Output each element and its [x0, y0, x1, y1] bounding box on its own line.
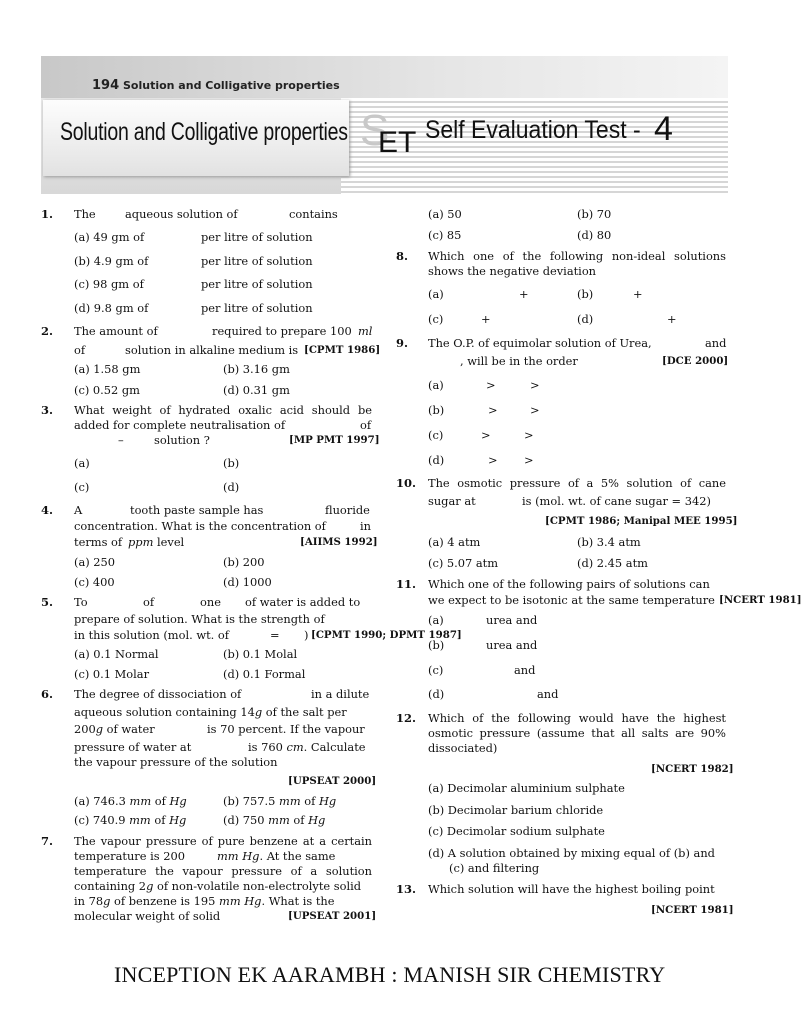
option-b: (b) 70 — [577, 207, 612, 221]
question-text: one — [200, 595, 221, 609]
text-run: is 760 — [248, 740, 283, 754]
option-d: (d) — [428, 453, 445, 467]
option-b: (b) Decimolar barium chloride — [428, 803, 604, 817]
question-text: – — [118, 433, 124, 447]
option-b: (b) — [428, 638, 445, 652]
option-b: (b) 200 — [223, 555, 265, 569]
option-c: (c) 85 — [428, 228, 462, 242]
unit: mm Hg — [217, 849, 260, 863]
question-text — [74, 879, 361, 894]
source-tag: [CPMT 1986; Manipal MEE 1995] — [545, 515, 738, 527]
option-a — [74, 794, 187, 809]
question-text — [248, 740, 366, 755]
option-a: (a) 4 atm — [428, 535, 481, 549]
question-number: 3. — [41, 403, 54, 417]
question-text: Which one of the following non-ideal solutions — [428, 249, 726, 263]
question-text: temperature is 200 — [74, 849, 185, 863]
question-text: ) — [304, 628, 309, 642]
question-number: 4. — [41, 503, 54, 517]
question-text: osmotic pressure (assume that all salts are 90% — [428, 726, 726, 740]
text-run: of — [304, 794, 316, 808]
question-text: ml — [358, 324, 373, 338]
question-text: = — [270, 628, 280, 642]
option-b: (b) 4.9 gm of — [74, 254, 149, 268]
order-sign: > — [481, 428, 491, 442]
option-c — [74, 813, 186, 828]
option-d-cont: (c) and filtering — [449, 861, 540, 875]
option-c-text: + — [481, 312, 491, 326]
unit: mm — [268, 813, 290, 827]
question-text: of — [74, 343, 86, 357]
question-text: in this solution (mol. wt. of — [74, 628, 229, 642]
source-tag: [UPSEAT 2001] — [288, 910, 377, 922]
question-text: contains — [289, 207, 338, 221]
option-c: (c) 400 — [74, 575, 115, 589]
option-c: (c) 5.07 atm — [428, 556, 499, 570]
question-text: tooth paste sample has — [130, 503, 264, 517]
option-b: (b) 3.4 atm — [577, 535, 641, 549]
option-a-text: urea and — [486, 613, 538, 627]
question-text — [217, 849, 335, 864]
option-d: (d) 80 — [577, 228, 612, 242]
question-text: required to prepare 100 — [212, 324, 352, 338]
question-number: 11. — [396, 577, 417, 591]
option-c: (c) 98 gm of — [74, 277, 144, 291]
unit: Hg — [318, 794, 337, 808]
question-text: To — [74, 595, 88, 609]
order-sign: > — [524, 453, 534, 467]
question-text: level — [157, 535, 185, 549]
question-text: , will be in the order — [460, 354, 578, 368]
option-d-text: per litre of solution — [201, 301, 313, 315]
text-run: aqueous solution containing 14 — [74, 705, 255, 719]
running-head — [92, 78, 340, 93]
question-text: shows the negative deviation — [428, 264, 597, 278]
text-run: containing 2 — [74, 879, 147, 893]
text-run: (a) 746.3 — [74, 794, 126, 808]
option-d: (d) 0.1 Formal — [223, 667, 306, 681]
question-text: The osmotic pressure of a 5% solution of cane — [428, 476, 726, 490]
option-b: (b) 0.1 Molal — [223, 647, 298, 661]
question-number: 1. — [41, 207, 54, 221]
option-c-text: and — [514, 663, 536, 677]
question-text: the vapour pressure of the solution — [74, 755, 278, 769]
text-run: . What is the — [261, 894, 335, 908]
question-text: is 70 percent. If the vapour — [207, 722, 365, 736]
question-number: 13. — [396, 882, 417, 896]
question-text: Which one of the following pairs of solutions can — [428, 577, 710, 591]
question-number: 8. — [396, 249, 409, 263]
question-text: The vapour pressure of pure benzene at a certain — [74, 834, 372, 848]
option-c: (c) — [74, 480, 90, 494]
text-run: of — [154, 813, 166, 827]
question-text — [74, 705, 347, 720]
question-text: of — [360, 418, 372, 432]
topic-title: Solution and Colligative properties — [60, 118, 348, 146]
option-c: (c) 0.52 gm — [74, 383, 140, 397]
source-tag: [NCERT 1982] — [651, 763, 734, 775]
question-text: pressure of water at — [74, 740, 192, 754]
text-run: of non-volatile non-electrolyte solid — [156, 879, 362, 893]
option-d: (d) — [577, 312, 594, 326]
option-a: (a) 1.58 gm — [74, 362, 141, 376]
option-a: (a) — [428, 378, 444, 392]
question-number: 12. — [396, 711, 417, 725]
source-tag: [DCE 2000] — [662, 355, 729, 367]
option-c: (c) Decimolar sodium sulphate — [428, 824, 605, 838]
unit: g — [254, 705, 263, 719]
text-run: in 78 — [74, 894, 104, 908]
question-text: and — [705, 336, 727, 350]
source-tag: [CPMT 1986] — [304, 344, 381, 356]
question-text: solution in alkaline medium is — [125, 343, 299, 357]
text-run: of water — [106, 722, 155, 736]
option-b-text: per litre of solution — [201, 254, 313, 268]
text-run: 200 — [74, 722, 96, 736]
question-number: 10. — [396, 476, 417, 490]
source-tag: [CPMT 1990; DPMT 1987] — [311, 629, 462, 641]
question-text: Which of the following would have the highest — [428, 711, 726, 725]
unit: g — [103, 894, 111, 908]
text-run: (c) 740.9 — [74, 813, 126, 827]
order-sign: > — [488, 453, 498, 467]
question-text: A — [74, 503, 83, 517]
option-d-text: and — [537, 687, 559, 701]
question-number: 6. — [41, 687, 54, 701]
option-d: (d) 9.8 gm of — [74, 301, 149, 315]
question-text: of — [143, 595, 155, 609]
option-a: (a) 250 — [74, 555, 116, 569]
question-text: What weight of hydrated oxalic acid should be — [74, 403, 372, 417]
question-text: The — [74, 207, 96, 221]
unit: mm — [279, 794, 301, 808]
option-b — [223, 794, 336, 809]
question-text: aqueous solution of — [125, 207, 238, 221]
order-sign: > — [486, 378, 496, 392]
question-text: dissociated) — [428, 741, 498, 755]
option-d — [223, 813, 325, 828]
option-b-text: + — [633, 287, 643, 301]
option-d: (d) A solution obtained by mixing equal of (b) and — [428, 846, 715, 860]
unit: mm Hg — [219, 894, 262, 908]
text-run: of benzene is 195 — [114, 894, 216, 908]
text-run: of the salt per — [265, 705, 347, 719]
text-run: of — [293, 813, 305, 827]
set-title: Self Evaluation Test - — [425, 116, 641, 144]
option-b: (b) — [577, 287, 594, 301]
set-logo-s: S — [360, 106, 390, 155]
text-run: . At the same — [259, 849, 336, 863]
question-text — [74, 894, 335, 909]
set-logo-et: ET — [378, 126, 417, 159]
option-c: (c) — [428, 428, 444, 442]
question-text: in a dilute — [311, 687, 370, 701]
question-number: 9. — [396, 336, 409, 350]
question-text: we expect to be isotonic at the same temperature — [428, 593, 715, 607]
option-a: (a) 50 — [428, 207, 462, 221]
question-text: of water is added to — [245, 595, 361, 609]
option-d: (d) 1000 — [223, 575, 272, 589]
option-a-text: per litre of solution — [201, 230, 313, 244]
order-sign: > — [488, 403, 498, 417]
question-text: temperature the vapour pressure of a solution — [74, 864, 372, 878]
question-text: fluoride — [325, 503, 370, 517]
option-a: (a) 0.1 Normal — [74, 647, 159, 661]
source-tag: [AIIMS 1992] — [300, 536, 378, 548]
page-number: 194 — [92, 78, 120, 93]
unit: cm — [286, 740, 304, 754]
unit: mm — [129, 813, 151, 827]
option-d: (d) — [223, 480, 240, 494]
question-number: 2. — [41, 324, 54, 338]
text-run: (b) 757.5 — [223, 794, 276, 808]
option-a: (a) — [428, 613, 444, 627]
question-text: prepare of solution. What is the strength of — [74, 612, 325, 626]
option-a: (a) Decimolar aluminium sulphate — [428, 781, 625, 795]
source-tag: [NCERT 1981] — [651, 904, 734, 916]
text-run: of — [154, 794, 166, 808]
page-topic: Solution and Colligative properties — [122, 79, 340, 92]
option-b: (b) — [428, 403, 445, 417]
order-sign: > — [530, 403, 540, 417]
unit: Hg — [169, 794, 187, 808]
question-text: The amount of — [74, 324, 158, 338]
option-d-text: + — [667, 312, 677, 326]
source-tag: [MP PMT 1997] — [289, 434, 380, 446]
footer-banner: INCEPTION EK AARAMBH : MANISH SIR CHEMISTRY — [114, 962, 666, 987]
text-run: (d) 750 — [223, 813, 265, 827]
option-b: (b) 3.16 gm — [223, 362, 290, 376]
question-text: concentration. What is the concentration of — [74, 519, 326, 533]
option-c-text: per litre of solution — [201, 277, 313, 291]
question-text: is (mol. wt. of cane sugar = 342) — [522, 494, 711, 508]
order-sign: > — [524, 428, 534, 442]
question-text: terms of — [74, 535, 123, 549]
option-d: (d) 0.31 gm — [223, 383, 290, 397]
option-b-text: urea and — [486, 638, 538, 652]
unit: g — [146, 879, 154, 893]
option-a: (a) 49 gm of — [74, 230, 145, 244]
source-tag: [NCERT 1981] — [719, 594, 802, 606]
unit: Hg — [308, 813, 326, 827]
question-text: The degree of dissociation of — [74, 687, 242, 701]
option-c: (c) 0.1 Molar — [74, 667, 150, 681]
question-number: 7. — [41, 834, 54, 848]
option-c: (c) — [428, 312, 444, 326]
option-c: (c) — [428, 663, 444, 677]
option-a: (a) — [428, 287, 444, 301]
option-d: (d) 2.45 atm — [577, 556, 648, 570]
question-text: in — [360, 519, 371, 533]
question-text: The O.P. of equimolar solution of Urea, — [428, 336, 652, 350]
question-text: molecular weight of solid — [74, 909, 221, 923]
question-text — [74, 722, 155, 737]
question-text: ppm — [128, 535, 154, 549]
option-a: (a) — [74, 456, 90, 470]
unit: mm — [129, 794, 152, 808]
question-text: Which solution will have the highest boiling point — [428, 882, 715, 896]
option-a-text: + — [519, 287, 529, 301]
question-text: sugar at — [428, 494, 476, 508]
question-text: added for complete neutralisation of — [74, 418, 286, 432]
question-number: 5. — [41, 595, 54, 609]
source-tag: [UPSEAT 2000] — [288, 775, 377, 787]
question-text: solution ? — [154, 433, 210, 447]
unit: Hg — [169, 813, 187, 827]
unit: g — [95, 722, 104, 736]
option-b: (b) — [223, 456, 240, 470]
order-sign: > — [530, 378, 540, 392]
text-run: . Calculate — [303, 740, 366, 754]
set-number: 4 — [654, 110, 673, 148]
option-d: (d) — [428, 687, 445, 701]
